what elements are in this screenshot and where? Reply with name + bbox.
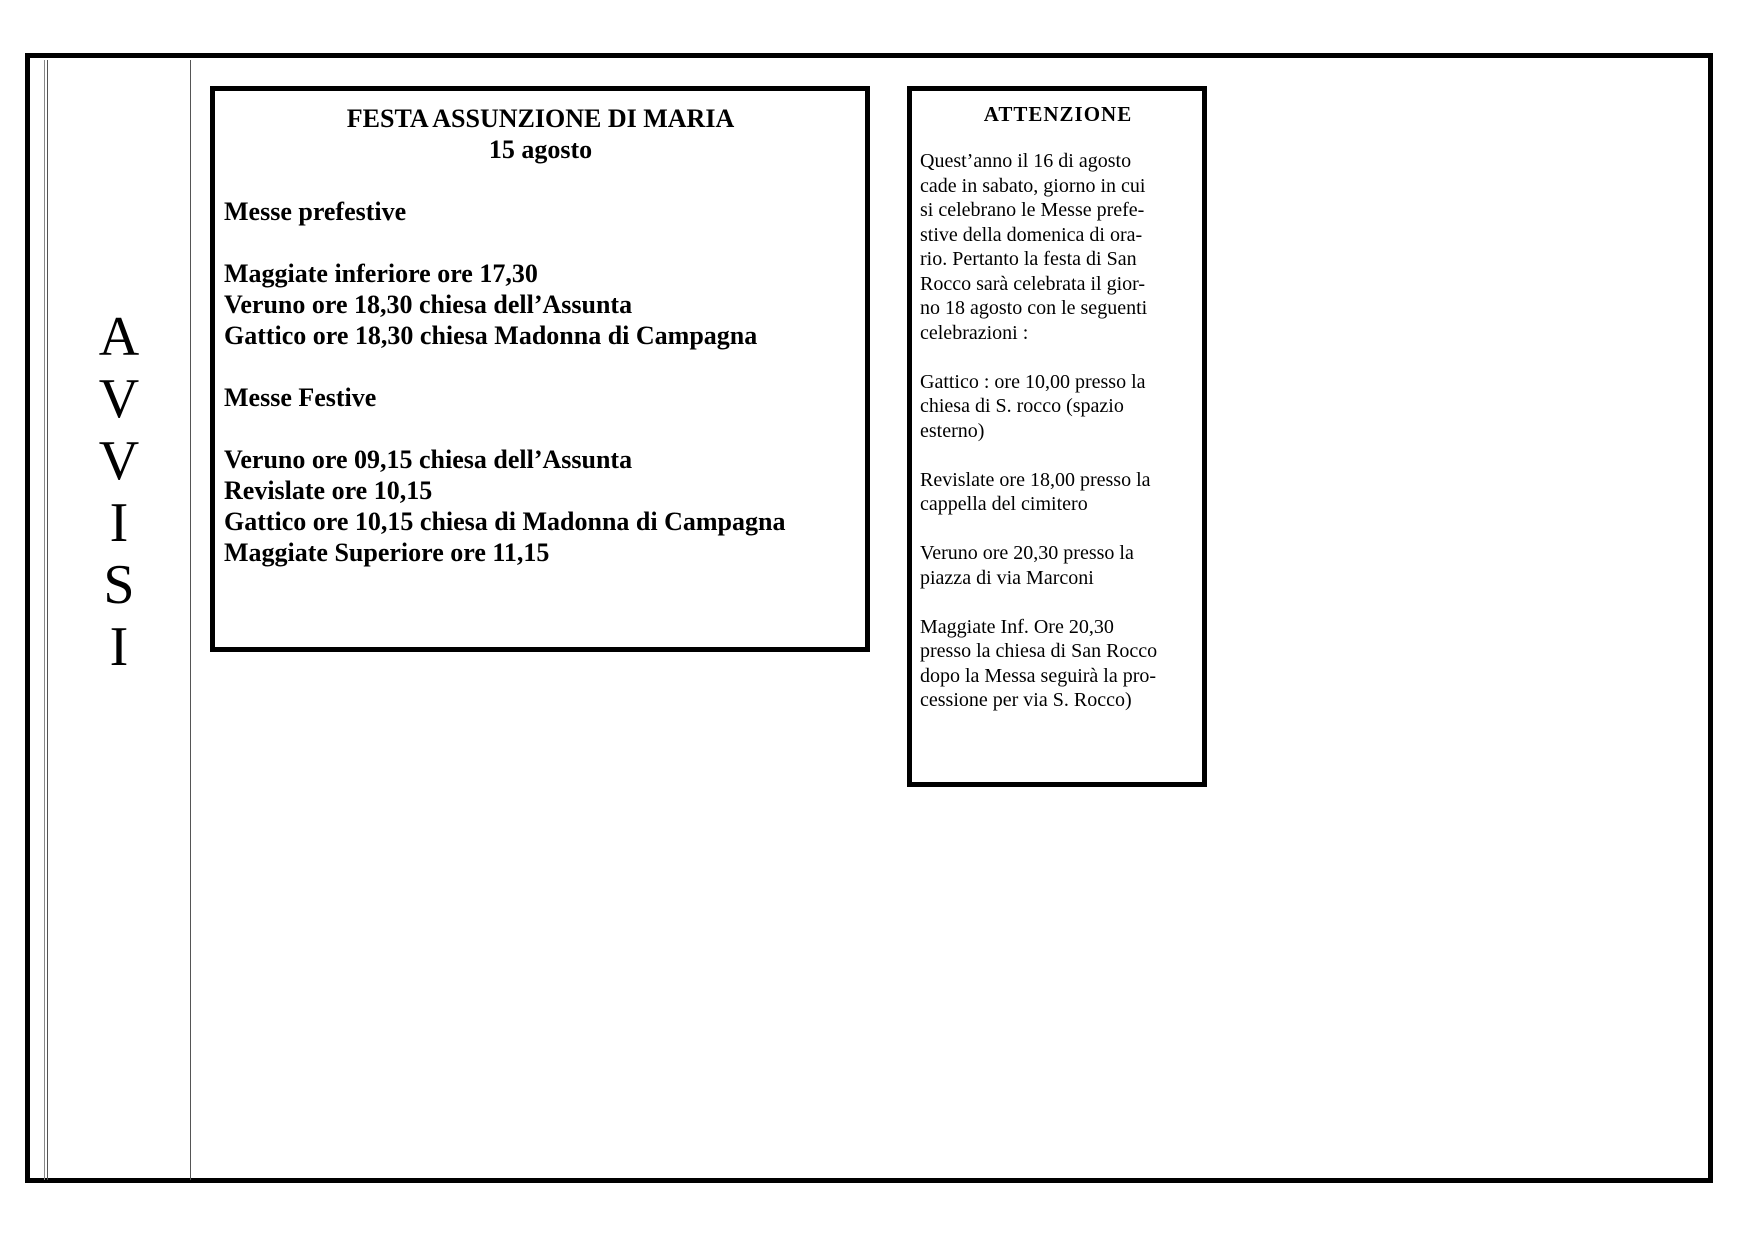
attention-line: cappella del cimitero	[920, 493, 1088, 515]
sidebar-letter: V	[98, 368, 140, 430]
attention-line: Revislate ore 18,00 presso la	[920, 468, 1151, 491]
attention-line: cade in sabato, giorno in cui	[920, 174, 1146, 197]
sidebar-divider	[44, 60, 45, 1180]
attention-line: Veruno ore 20,30 presso la	[920, 542, 1134, 564]
mass-schedule-item: Veruno ore 09,15 chiesa dell’Assunta	[224, 445, 633, 474]
attention-line: chiesa di S. rocco (spazio	[920, 395, 1124, 417]
attention-paragraph-veruno	[920, 541, 1196, 590]
sidebar-letter: I	[109, 616, 129, 678]
mass-schedule-item: Revislate ore 10,15	[224, 476, 433, 505]
feast-title: FESTA ASSUNZIONE DI MARIA	[346, 104, 735, 133]
attention-paragraph	[920, 149, 1196, 345]
attention-line: Quest’anno il 16 di agosto	[920, 150, 1132, 172]
sidebar-title-avvisi	[50, 306, 188, 678]
attention-line: cessione per via S. Rocco)	[920, 689, 1132, 711]
mass-schedule-item: Gattico ore 10,15 chiesa di Madonna di Campagna	[224, 507, 786, 536]
mass-schedule-item: Maggiate Superiore ore 11,15	[224, 538, 550, 567]
attention-line: celebrazioni :	[920, 321, 1029, 344]
prefestive-heading: Messe prefestive	[224, 197, 407, 226]
feast-notice-box	[210, 86, 870, 652]
mass-schedule-item: Maggiate inferiore ore 17,30	[224, 259, 538, 288]
sidebar-letter: S	[103, 554, 135, 616]
attention-line: esterno)	[920, 419, 985, 442]
sidebar-letter: V	[98, 430, 140, 492]
attention-line: no 18 agosto con le seguenti	[920, 297, 1148, 319]
sidebar-letter: A	[98, 306, 140, 368]
feast-date: 15 agosto	[488, 135, 593, 164]
attention-title: ATTENZIONE	[983, 102, 1133, 126]
attention-line: Maggiate Inf. Ore 20,30	[920, 615, 1114, 638]
attention-paragraph-maggiate	[920, 615, 1196, 713]
sidebar-letter: I	[109, 492, 129, 554]
attention-line: Gattico : ore 10,00 presso la	[920, 370, 1146, 393]
mass-schedule-item: Veruno ore 18,30 chiesa dell’Assunta	[224, 290, 633, 319]
attention-line: si celebrano le Messe prefe-	[920, 199, 1145, 221]
attention-line: dopo la Messa seguirà la pro-	[920, 664, 1157, 687]
attention-notice-box	[907, 86, 1207, 787]
attention-line: piazza di via Marconi	[920, 566, 1094, 589]
attention-line: stive della domenica di ora-	[920, 223, 1143, 246]
festive-heading: Messe Festive	[224, 383, 377, 412]
attention-paragraph-revislate	[920, 468, 1196, 517]
mass-schedule-item: Gattico ore 18,30 chiesa Madonna di Campagna	[224, 321, 758, 350]
attention-paragraph-gattico	[920, 370, 1196, 444]
attention-line: Rocco sarà celebrata il gior-	[920, 272, 1146, 295]
attention-line: rio. Pertanto la festa di San	[920, 248, 1137, 270]
attention-line: presso la chiesa di San Rocco	[920, 640, 1158, 662]
